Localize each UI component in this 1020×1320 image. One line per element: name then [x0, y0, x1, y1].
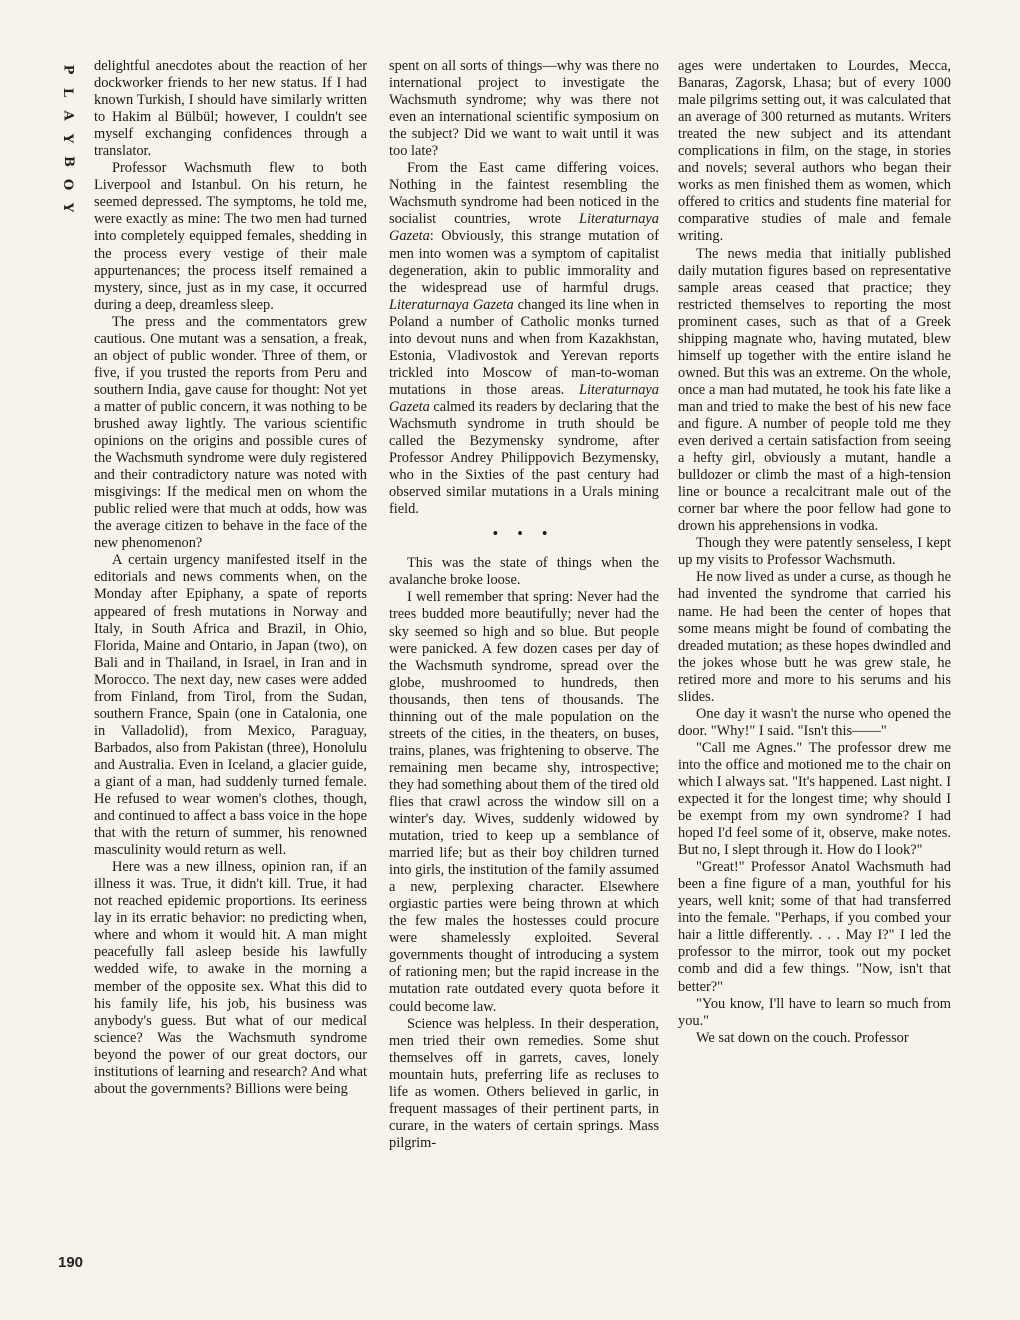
masthead — [58, 58, 78, 219]
masthead-letter: B — [60, 156, 76, 167]
masthead-letter: O — [60, 178, 76, 191]
article-paragraph: I well remember that spring: Never had the trees budded more beautifully; never had the sky seemed so high and so blue. But people were panicked. A few dozen cases per day of the Wachsmuth syndrome, spread over the globe, mushroomed to hundreds, then thousands, then tens of thousands. The thinning out of the male population on the streets of the cities, in the theaters, on buses, trains, planes, was frightening to observe. The remaining men became shy, introspective; they had something about them of the tired old flies that crawl across the window sill on a winter's day. Wives, suddenly widowed by mutation, tried to keep up a semblance of married life; but as their boy children turned into girls, the institution of the family assumed a new, perplexing character. Elsewhere orgiastic parties were being thrown at which the few males the hostesses could procure were shamelessly exploited. Several governments thought of introducing a system of rationing men; but the rapid increase in the mutation rate outdated every quota before it could become law. — [389, 589, 659, 1015]
masthead-letter: Y — [60, 202, 76, 213]
article-paragraph: Here was a new illness, opinion ran, if an illness it was. True, it didn't kill. True, it had not reached epidemic proportions. Its eeriness lay in its erratic behavior: no predicting when, where and whom it would hit. A man might peacefully fall asleep beside his lawfully wedded wife, to awake in the morning a member of the opposite sex. What this did to his family life, his job, his business was anybody's guess. But what of our medical science? Was the Wachsmuth syndrome beyond the power of our great doctors, our institutions of learning and research? And what about the governments? Billions were being — [94, 859, 367, 1097]
article-paragraph: He now lived as under a curse, as though he had invented the syndrome that carried his name. He had been the center of hopes that some means might be found of combating the dreaded mutation; as these hopes dwindled and the jokes whose butt he was grew stale, he retired more and more to his serums and his slides. — [678, 569, 951, 705]
text-column-1 — [94, 58, 367, 1268]
masthead-letter: A — [60, 110, 76, 121]
article-paragraph: "Great!" Professor Anatol Wachsmuth had been a fine figure of a man, youthful for his years, well knit; some of that had transferred into the female. "Perhaps, if you combed your hair a little differently. . . . May I?" I led the professor to the mirror, took out my pocket comb and did a few things. "Now, isn't that better?" — [678, 859, 951, 995]
article-paragraph: "You know, I'll have to learn so much from you." — [678, 995, 951, 1029]
masthead-letter: P — [60, 64, 76, 75]
masthead-letter: Y — [60, 133, 76, 144]
article-paragraph: spent on all sorts of things—why was there no international project to investigate the Wachsmuth syndrome; why was there not even an international scientific symposium on the subject? Did we want to wait until it was too late? — [389, 58, 659, 160]
article-paragraph: The press and the commentators grew cautious. One mutant was a sensation, a freak, an object of public wonder. Three of them, or five, if you trusted the reports from Peru and southern India, gave cause for thought: Not yet a matter of public concern, it was nothing to be brushed away lightly. The various scientific opinions on the origins and possible cures of the Wachsmuth syndrome were duly registered and their contradictory nature was noted with misgivings: If the medical men on whom the public relied were that much at odds, how was the average citizen to behave in the face of the new phenomenon? — [94, 313, 367, 552]
article-paragraph: ages were undertaken to Lourdes, Mecca, Banaras, Zagorsk, Lhasa; but of every 1000 male pilgrims setting out, it was calculated that an average of 300 returned as mutants. Writers treated the new subject and its attendant complications in film, on the stage, in stories and novels; several authors who began their works as men finished them as women, which offered to critics and students fine material for comparative studies of male and female writing. — [678, 58, 951, 245]
article-paragraph: A certain urgency manifested itself in the editorials and news comments when, on the Monday after Epiphany, a spate of reports appeared of fresh mutations in Norway and Italy, in South Africa and Brazil, in Ohio, Florida, Maine and Ontario, in Japan (two), on Bali and in Thailand, in Israel, in Iran and in Morocco. The next day, new cases were added from Finland, from Tirol, from the Sudan, southern France, Spain (one in Catalonia, one in Valladolid), from Mexico, Paraguay, Barbados, also from Pakistan (three), Honolulu and Australia. Even in Iceland, a glacier guide, a giant of a man, had suddenly turned female. He refused to wear women's clothes, though, and continued to affect a bass voice in the hope that with the return of summer, his renowned masculinity would return as well. — [94, 552, 367, 859]
text-column-3 — [678, 58, 951, 1268]
page-number: 190 — [58, 1254, 84, 1271]
article-paragraph: Professor Wachsmuth flew to both Liverpool and Istanbul. On his return, he seemed depressed. The symptoms, he told me, were exactly as mine: The two men had turned into completely equipped females, shedding in the process every vestige of their male appurtenances; the process itself remained a mystery, since, just as in my case, it occurred during a deep, dreamless sleep. — [94, 160, 367, 313]
article-paragraph: delightful anecdotes about the reaction of her dockworker friends to her new status. If I had known Turkish, I should have similarly written to Hakim al Bülbül; however, I couldn't see myself exchanging confidences through a translator. — [94, 58, 367, 160]
article-paragraph: From the East came differing voices. Nothing in the faintest resembling the Wachsmuth syndrome had been noticed in the socialist countries, wrote Literaturnaya Gazeta: Obviously, this strange mutation of men into women was a symptom of capitalist degeneration, akin to public immorality and the widespread use of harmful drugs. Literaturnaya Gazeta changed its line when in Poland a number of Catholic monks turned into devout nuns and when from Kazakhstan, Estonia, Vladivostok and Yerevan reports trickled into Moscow of man-to-woman mutations in those areas. Literaturnaya Gazeta calmed its readers by declaring that the Wachsmuth syndrome in truth should be called the Bezymensky syndrome, after Professor Andrey Philippovich Bezymensky, who in the Sixties of the past century had observed similar mutations in a Urals mining field. — [389, 160, 659, 518]
article-paragraph: One day it wasn't the nurse who opened the door. "Why!" I said. "Isn't this——" — [678, 705, 951, 739]
text-column-2 — [389, 58, 659, 1268]
article-paragraph: Science was helpless. In their desperation, men tried their own remedies. Some shut themselves off in garrets, caves, lonely mountain huts, preferring life as recluses to life as women. Others believed in garlic, in frequent massages of their pertinent parts, in curare, in the waters of certain springs. Mass pilgrim- — [389, 1015, 659, 1151]
article-paragraph: The news media that initially published daily mutation figures based on representative sample areas ceased that practice; they restricted themselves to reporting the most prominent cases, such as that of a Greek shipping magnate who, having mutated, blew himself up together with the entire island he owned. But this was an extreme. On the whole, once a man had mutated, he took his fate like a man and tried to make the best of his new face and figure. A number of people told me they even derived a certain satisfaction from seeing a hefty girl, obviously a mutant, handle a bulldozer or climb the mast of a high-tension line or bounce a recalcitrant male out of the corner bar where the poor fellow had gone to drown his apprehensions in vodka. — [678, 245, 951, 535]
masthead-letter: L — [60, 87, 76, 98]
article-paragraph: "Call me Agnes." The professor drew me into the office and motioned me to the chair on which I always sat. "It's happened. Last night. I expected it for the longest time; why should I be exempt from my own syndrome? I had hoped I'd feel some of it, observe, make notes. But no, I slept through it. How do I look?" — [678, 739, 951, 859]
article-paragraph: Though they were patently senseless, I kept up my visits to Professor Wachsmuth. — [678, 535, 951, 569]
article-paragraph: This was the state of things when the avalanche broke loose. — [389, 555, 659, 589]
section-break: • • • — [492, 526, 556, 543]
article-paragraph: We sat down on the couch. Professor — [696, 1029, 909, 1046]
